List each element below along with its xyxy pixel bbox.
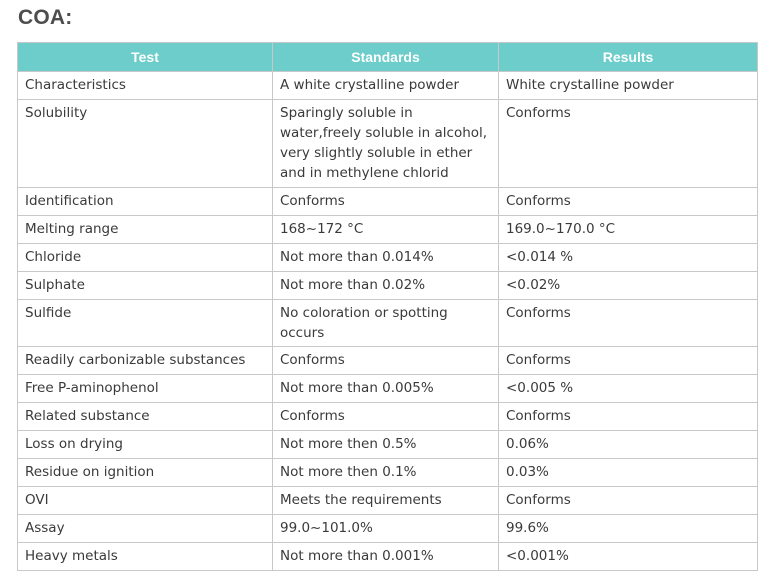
standard-cell: Not more than 0.02% bbox=[273, 272, 499, 300]
test-cell: Identification bbox=[18, 188, 273, 216]
coa-table bbox=[17, 42, 758, 571]
column-header-standards: Standards bbox=[273, 43, 499, 72]
test-cell: Free P-aminophenol bbox=[18, 375, 273, 403]
table-header-row bbox=[18, 43, 758, 72]
standard-cell: Not more than 0.005% bbox=[273, 375, 499, 403]
test-cell: Solubility bbox=[18, 100, 273, 188]
table-row bbox=[18, 300, 758, 347]
standard-cell: Not more than 0.001% bbox=[273, 543, 499, 571]
table-row bbox=[18, 403, 758, 431]
result-cell: 99.6% bbox=[499, 515, 758, 543]
table-row bbox=[18, 72, 758, 100]
result-cell: <0.005 % bbox=[499, 375, 758, 403]
standard-cell: Not more than 0.014% bbox=[273, 244, 499, 272]
test-cell: OVI bbox=[18, 487, 273, 515]
standard-cell: A white crystalline powder bbox=[273, 72, 499, 100]
table-row bbox=[18, 375, 758, 403]
test-cell: Characteristics bbox=[18, 72, 273, 100]
table-row bbox=[18, 244, 758, 272]
standard-cell: Conforms bbox=[273, 347, 499, 375]
test-cell: Loss on drying bbox=[18, 431, 273, 459]
test-cell: Sulfide bbox=[18, 300, 273, 347]
table-row bbox=[18, 216, 758, 244]
standard-cell: 168~172 °C bbox=[273, 216, 499, 244]
result-cell: <0.02% bbox=[499, 272, 758, 300]
test-cell: Related substance bbox=[18, 403, 273, 431]
standard-cell: 99.0~101.0% bbox=[273, 515, 499, 543]
result-cell: Conforms bbox=[499, 487, 758, 515]
column-header-test: Test bbox=[18, 43, 273, 72]
result-cell: White crystalline powder bbox=[499, 72, 758, 100]
result-cell: Conforms bbox=[499, 347, 758, 375]
test-cell: Assay bbox=[18, 515, 273, 543]
standard-cell: Conforms bbox=[273, 188, 499, 216]
test-cell: Sulphate bbox=[18, 272, 273, 300]
result-cell: Conforms bbox=[499, 403, 758, 431]
test-cell: Readily carbonizable substances bbox=[18, 347, 273, 375]
table-row bbox=[18, 487, 758, 515]
result-cell: 0.06% bbox=[499, 431, 758, 459]
table-row bbox=[18, 515, 758, 543]
result-cell: Conforms bbox=[499, 188, 758, 216]
result-cell: Conforms bbox=[499, 100, 758, 188]
result-cell: <0.001% bbox=[499, 543, 758, 571]
test-cell: Residue on ignition bbox=[18, 459, 273, 487]
standard-cell: Not more then 0.1% bbox=[273, 459, 499, 487]
table-row bbox=[18, 100, 758, 188]
page-title: COA: bbox=[18, 6, 73, 29]
result-cell: 169.0~170.0 °C bbox=[499, 216, 758, 244]
table-row bbox=[18, 543, 758, 571]
result-cell: <0.014 % bbox=[499, 244, 758, 272]
column-header-results: Results bbox=[499, 43, 758, 72]
standard-cell: Meets the requirements bbox=[273, 487, 499, 515]
table-row bbox=[18, 272, 758, 300]
table-row bbox=[18, 188, 758, 216]
standard-cell: Conforms bbox=[273, 403, 499, 431]
standard-cell: Not more then 0.5% bbox=[273, 431, 499, 459]
table-row bbox=[18, 347, 758, 375]
standard-cell: No coloration or spotting occurs bbox=[273, 300, 499, 347]
result-cell: 0.03% bbox=[499, 459, 758, 487]
table-row bbox=[18, 431, 758, 459]
test-cell: Heavy metals bbox=[18, 543, 273, 571]
table-row bbox=[18, 459, 758, 487]
result-cell: Conforms bbox=[499, 300, 758, 347]
standard-cell: Sparingly soluble in water,freely soluble in alcohol, very slightly soluble in ether and in methylene chlorid bbox=[273, 100, 499, 188]
test-cell: Chloride bbox=[18, 244, 273, 272]
test-cell: Melting range bbox=[18, 216, 273, 244]
